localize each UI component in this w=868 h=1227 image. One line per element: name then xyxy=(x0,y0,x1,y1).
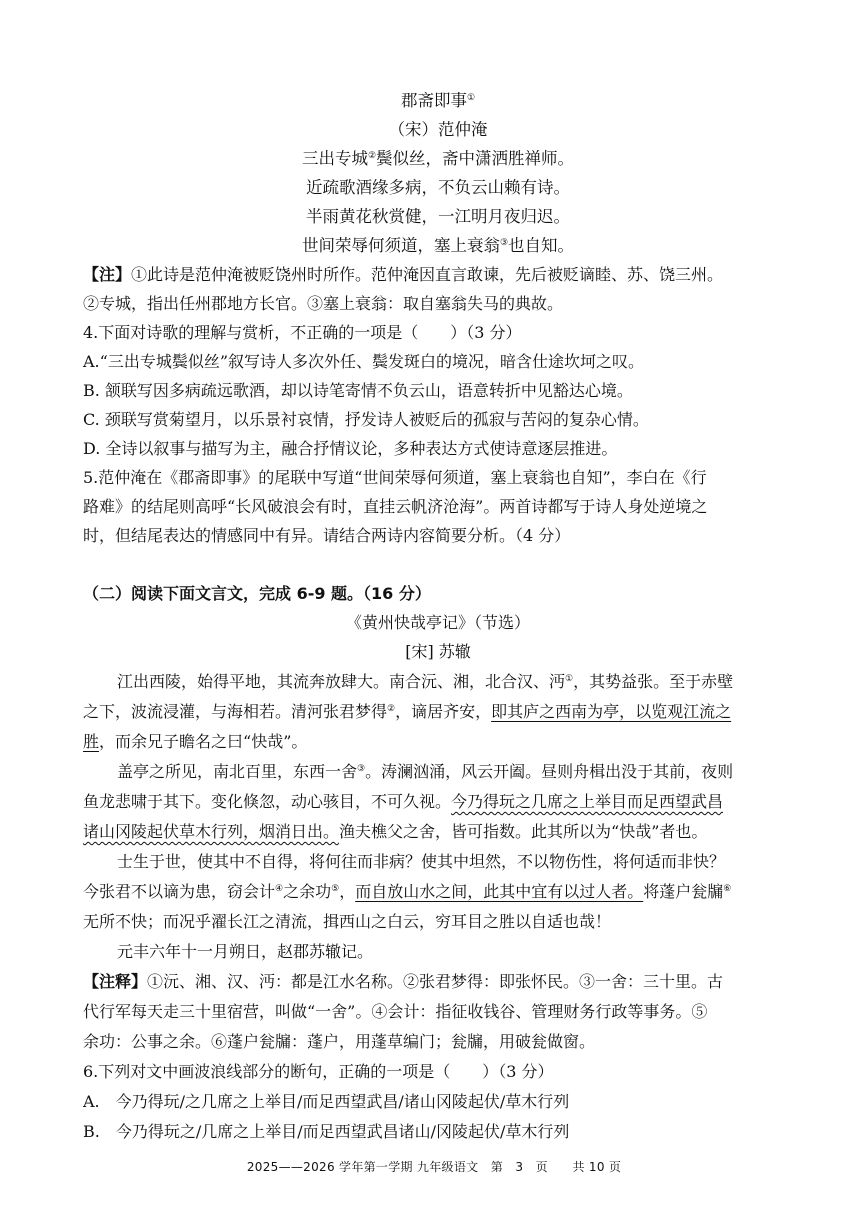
poem-author: （宋）范仲淹 xyxy=(388,120,488,139)
section-2-heading: （二）阅读下面文言文，完成 6-9 题。（16 分） xyxy=(83,584,431,603)
passage-note-line-3: 余功：公事之余。⑥蓬户瓮牖：蓬户，用蓬草编门；瓮牖，用破瓮做窗。 xyxy=(83,1032,596,1051)
passage-p3-line-3: 无所不快；而况乎濯长江之清流，揖西山之白云，穷耳目之胜以自适也哉！ xyxy=(83,912,612,931)
poem-line-4: 世间荣辱何须道，塞上衰翁③也自知。 xyxy=(301,236,575,255)
question-4-option-c: C. 颈联写赏菊望月，以乐景衬哀情，抒发诗人被贬后的孤寂与苦闷的复杂心情。 xyxy=(83,410,649,429)
question-4-stem: 4.下面对诗歌的理解与赏析，不正确的一项是（ ）（3 分） xyxy=(83,323,522,342)
question-5-line-3: 时，但结尾表达的情感同中有异。请结合两诗内容简要分析。（4 分） xyxy=(83,526,571,545)
poem-title: 郡斋即事① xyxy=(400,91,476,110)
passage-note-line-2: 代行军每天走三十里宿营，叫做“一舍”。④会计：指征收钱谷、管理财务行政等事务。⑤ xyxy=(83,1002,708,1021)
question-5-line-2: 路难》的结尾则高呼“长风破浪会有时，直挂云帆济沧海”。两首诗都写于诗人身处逆境之 xyxy=(83,497,708,516)
question-4-option-a: A.“三出专城鬓似丝”叙写诗人多次外任、鬓发斑白的境况，暗含仕途坎坷之叹。 xyxy=(83,352,645,371)
wavy-underlined-sentence: 今乃得玩之几席之上举目而足西望武昌 xyxy=(451,792,724,811)
page-footer: 2025——2026 学年第一学期 九年级语文 第 3 页 共 10 页 xyxy=(246,1160,622,1174)
passage-p1-line-2: 之下，波流浸灌，与海相若。清河张君梦得②，谪居齐安，即其庐之西南为亭，以览观江流之 xyxy=(83,702,732,721)
poem-note-2: ②专城，指出任州郡地方长官。③塞上衰翁：取自塞翁失马的典故。 xyxy=(83,294,564,313)
poem-line-3: 半雨黄花秋赏健，一江明月夜归迟。 xyxy=(306,207,570,226)
underlined-sentence: 即其庐之西南为亭，以览观江流之 xyxy=(491,702,732,721)
passage-note-line-1: 【注释】①沅、湘、汉、沔：都是江水名称。②张君梦得：即张怀民。③一舍：三十里。古 xyxy=(83,972,724,991)
question-6-option-b: B. 今乃得玩之/几席之上举目/而足西望武昌诸山/冈陵起伏/草木行列 xyxy=(83,1122,570,1141)
passage-p2-line-3: 诸山冈陵起伏草木行列，烟消日出。渔夫樵父之舍，皆可指数。此其所以为“快哉”者也。 xyxy=(83,822,708,841)
passage-p1-line-3: 胜，而余兄子瞻名之曰“快哉”。 xyxy=(83,732,308,751)
underlined-sentence-2: 而自放山水之间，此其中宜有以过人者。 xyxy=(355,882,644,901)
passage-p1-line-1: 江出西陵，始得平地，其流奔放肆大。南合沅、湘，北合汉、沔①，其势益张。至于赤壁 xyxy=(117,672,734,691)
poem-line-1: 三出专城②鬓似丝，斋中潇洒胜禅师。 xyxy=(301,149,575,168)
passage-p2-line-1: 盖亭之所见，南北百里，东西一舍③。涛澜汹涌，风云开阖。昼则舟楫出没于其前，夜则 xyxy=(117,762,734,781)
question-5-line-1: 5.范仲淹在《郡斋即事》的尾联中写道“世间荣辱何须道，塞上衰翁也自知”，李白在《行 xyxy=(83,468,707,487)
passage-p3-line-2: 今张君不以谪为患，窃会计④之余功⑤，而自放山水之间，此其中宜有以过人者。将蓬户瓮牖⑥ xyxy=(83,882,732,901)
question-4-option-b: B. 颔联写因多病疏远歌酒，却以诗笔寄情不负云山，语意转折中见豁达心境。 xyxy=(83,381,633,400)
poem-line-2: 近疏歌酒缘多病，不负云山赖有诗。 xyxy=(306,178,570,197)
passage-p3-line-1: 士生于世，使其中不自得，将何往而非病？使其中坦然，不以物伤性，将何适而非快？ xyxy=(117,852,726,871)
poem-note-1: 【注】①此诗是范仲淹被贬饶州时所作。范仲淹因直言敢谏，先后被贬谪睦、苏、饶三州。 xyxy=(83,265,724,284)
question-4-option-d: D. 全诗以叙事与描写为主，融合抒情议论，多种表达方式使诗意逐层推进。 xyxy=(83,439,618,458)
passage-author: [宋] 苏辙 xyxy=(405,642,471,661)
passage-p2-line-2: 鱼龙悲啸于其下。变化倏忽，动心骇目，不可久视。今乃得玩之几席之上举目而足西望武昌 xyxy=(83,792,724,811)
passage-p4: 元丰六年十一月朔日，赵郡苏辙记。 xyxy=(117,942,374,961)
question-6-option-a: A. 今乃得玩/之几席之上举目/而足西望武昌/诸山冈陵起伏/草木行列 xyxy=(83,1092,570,1111)
passage-title: 《黄州快哉亭记》（节选） xyxy=(345,613,530,632)
question-6-stem: 6.下列对文中画波浪线部分的断句，正确的一项是（ ）（3 分） xyxy=(83,1062,554,1081)
